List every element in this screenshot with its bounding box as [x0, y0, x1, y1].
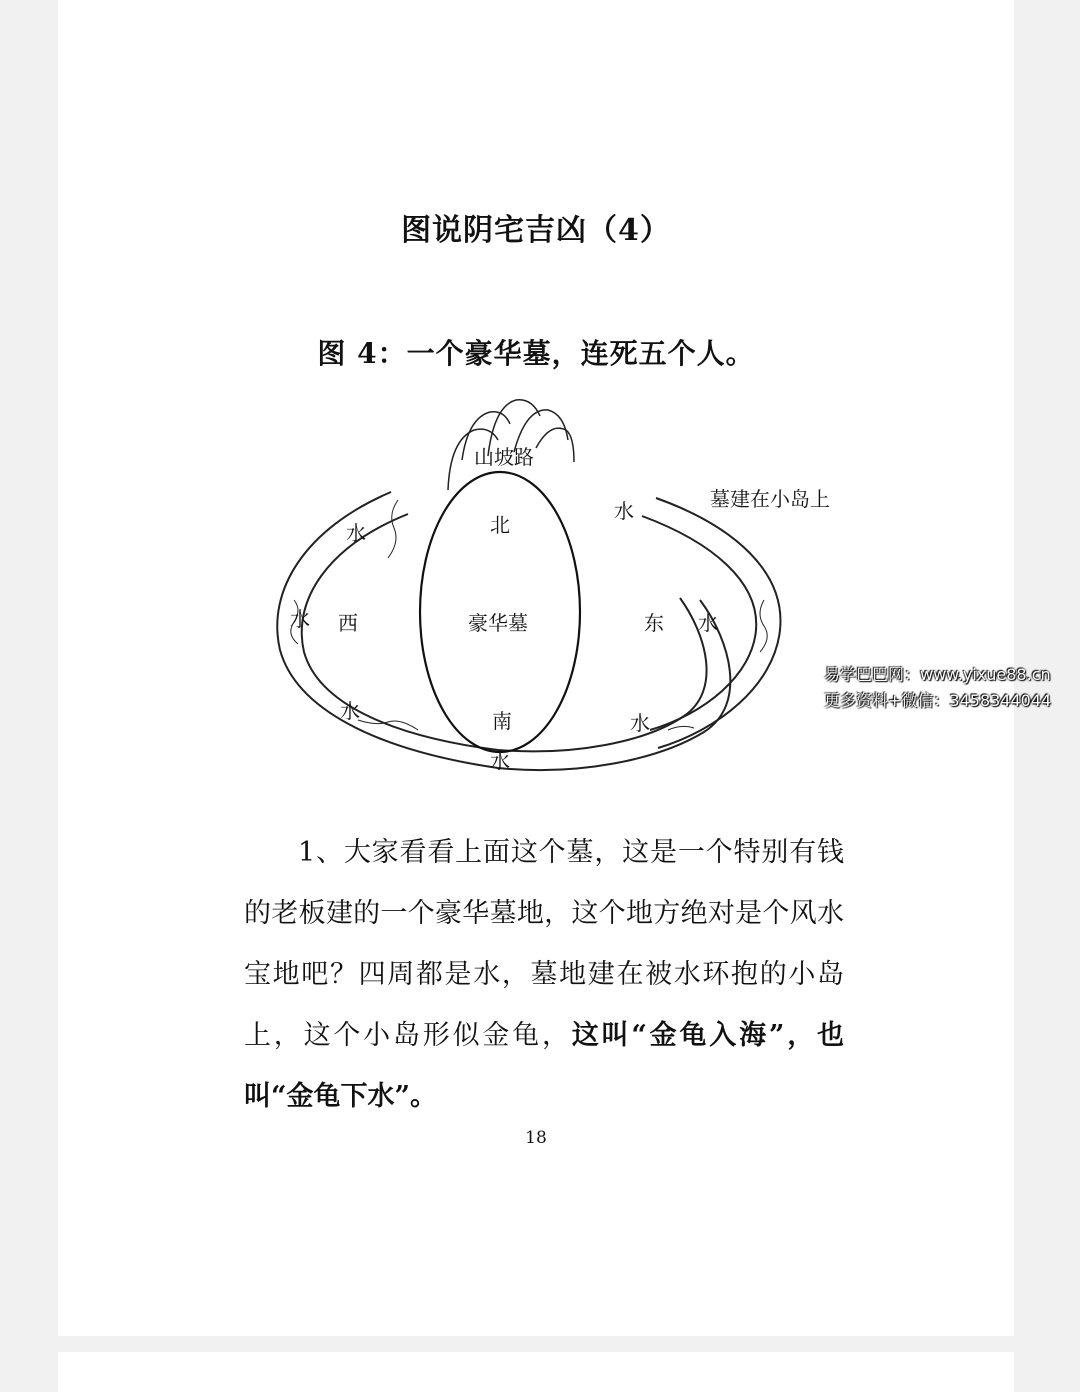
watermark-line-2: 更多资料+微信：3458344044 [824, 691, 1052, 710]
mountain-label: 山坡路 [474, 445, 534, 469]
figure-caption: 图 4：一个豪华墓，连死五个人。 [317, 337, 755, 370]
paragraph-bold-text: 这叫“金龟入海”，也叫“金龟下水”。 [244, 1020, 844, 1112]
water-label: 水 [490, 749, 510, 773]
direction-north: 北 [490, 513, 510, 537]
page-number: 18 [525, 1128, 547, 1148]
water-label: 水 [340, 699, 360, 723]
next-page-edge [58, 1352, 1014, 1392]
direction-east: 东 [644, 611, 664, 635]
watermark-line-1: 易学巴巴网：www.yixue88.cn [824, 665, 1051, 684]
paragraph-text: 1、大家看看上面这个墓，这是一个特别有钱的老板建的一个豪华墓地，这个地方绝对是个风水宝地吧？四周都是水，墓地建在被水环抱的小岛上，这个小岛形似金龟， [244, 837, 844, 1051]
water-label: 水 [630, 711, 650, 735]
page-title: 图说阴宅吉凶（4） [401, 213, 671, 248]
watermark [824, 662, 1074, 714]
island-note: 墓建在小岛上 [710, 487, 830, 511]
water-label: 水 [614, 499, 634, 523]
water-label: 水 [346, 521, 366, 545]
direction-west: 西 [338, 611, 358, 635]
water-label: 水 [698, 611, 718, 635]
tomb-label: 豪华墓 [468, 611, 528, 635]
water-label: 水 [290, 607, 310, 631]
body-paragraph [244, 822, 844, 1127]
direction-south: 南 [492, 709, 512, 733]
